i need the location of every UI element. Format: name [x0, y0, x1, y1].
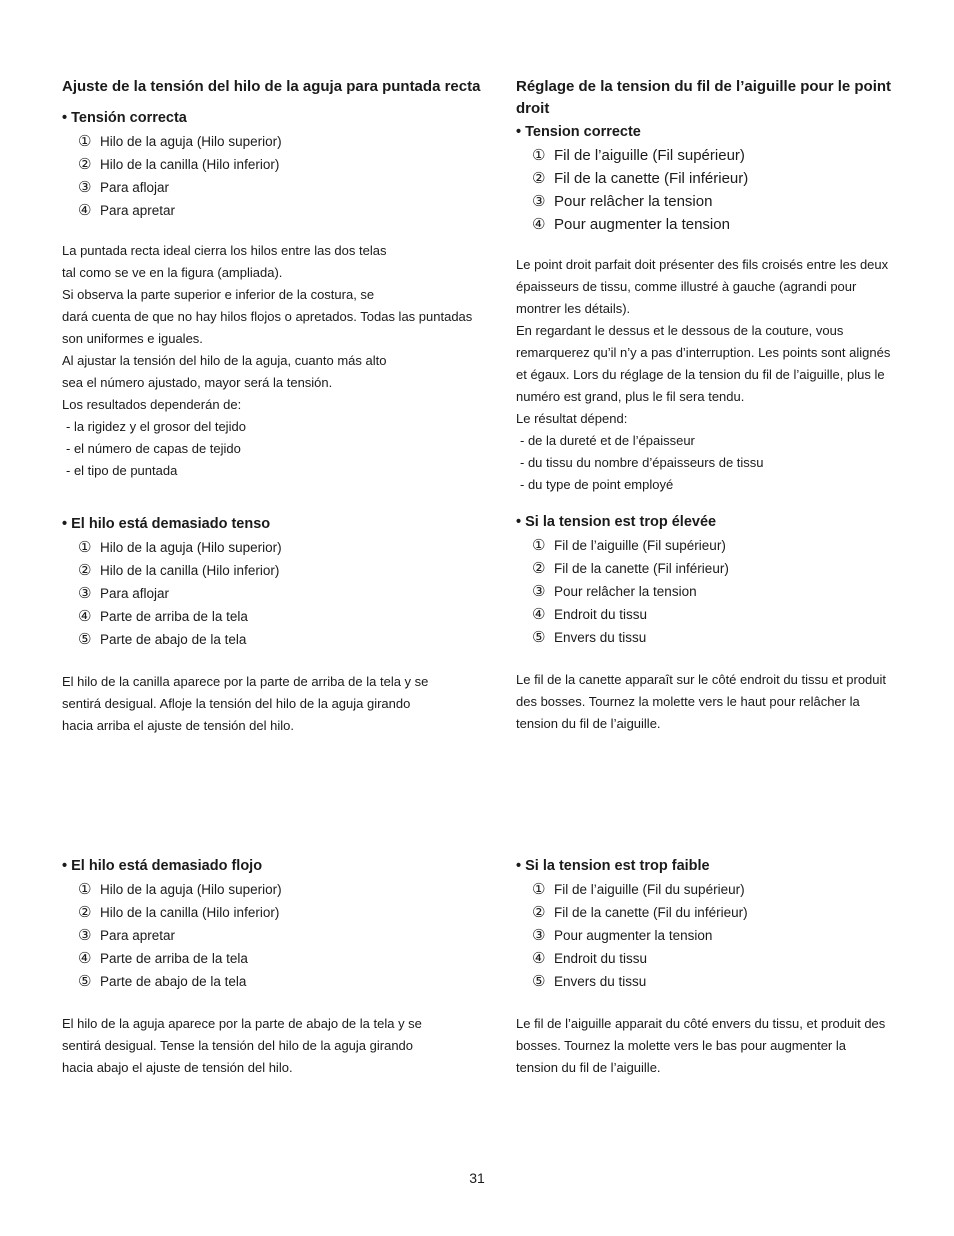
circled-number: ⑤ [78, 972, 92, 990]
paragraph-line: hacia abajo el ajuste de tensión del hilo. [62, 1060, 293, 1075]
circled-number: ② [78, 903, 92, 921]
list-item [532, 167, 914, 190]
paragraph-line: El hilo de la aguja aparece por la parte de abajo de la tela y se [62, 1016, 422, 1031]
list-item-text: Fil de l’aiguille (Fil du supérieur) [554, 882, 745, 897]
circled-number: ③ [532, 926, 546, 944]
list-item [78, 582, 502, 605]
list-item-text: Parte de arriba de la tela [100, 609, 248, 624]
paragraph-line: hacia arriba el ajuste de tensión del hilo. [62, 718, 294, 733]
list-item [78, 605, 502, 628]
paragraph-line: Le fil de la canette apparaît sur le côté endroit du tissu et produit [516, 672, 887, 687]
dash-item: - la rigidez y el grosor del tejido [66, 419, 246, 434]
circled-number: ③ [78, 178, 92, 196]
list-item [78, 199, 502, 222]
list-item [78, 176, 502, 199]
circled-number: ④ [78, 607, 92, 625]
circled-number: ① [78, 132, 92, 150]
circled-number: ② [532, 903, 546, 921]
list-item-text: Pour relâcher la tension [554, 193, 713, 210]
list-item-text: Pour augmenter la tension [554, 216, 730, 233]
spanish-tight-list [62, 536, 502, 651]
list-item-text: Envers du tissu [554, 630, 647, 645]
list-item-text: Hilo de la canilla (Hilo inferior) [100, 563, 280, 578]
circled-number: ④ [532, 605, 546, 623]
circled-number: ② [78, 561, 92, 579]
paragraph-line: remarquerez qu’il n’y a pas d’interruption. Les points sont alignés [516, 345, 891, 360]
list-item-text: Hilo de la aguja (Hilo superior) [100, 882, 282, 897]
circled-number: ① [78, 538, 92, 556]
list-item-text: Fil de la canette (Fil du inférieur) [554, 905, 748, 920]
list-item-text: Fil de la canette (Fil inférieur) [554, 561, 729, 576]
spanish-correct-section [62, 76, 502, 482]
spanish-loose-section [62, 856, 502, 1079]
french-correct-list [516, 144, 914, 236]
list-item [532, 213, 914, 236]
circled-number: ② [532, 169, 546, 187]
list-item [532, 901, 914, 924]
circled-number: ① [532, 536, 546, 554]
list-item [532, 924, 914, 947]
list-item-text: Fil de la canette (Fil inférieur) [554, 170, 749, 187]
paragraph-line: En regardant le dessus et le dessous de la couture, vous [516, 323, 844, 338]
french-loose-heading: • Si la tension est trop faible [516, 858, 710, 874]
spanish-tight-heading: • El hilo está demasiado tenso [62, 516, 271, 532]
spanish-loose-heading: • El hilo está demasiado flojo [62, 858, 263, 874]
circled-number: ① [532, 880, 546, 898]
list-item [532, 947, 914, 970]
list-item [532, 580, 914, 603]
french-title-line: Réglage de la tension du fil de l’aiguille pour le point [516, 78, 892, 95]
paragraph-line: et égaux. Lors du réglage de la tension du fil de l’aiguille, plus le [516, 367, 885, 382]
circled-number: ④ [532, 215, 546, 233]
circled-number: ⑤ [532, 972, 546, 990]
paragraph-line: Le fil de l’aiguille apparait du côté envers du tissu, et produit des [516, 1016, 886, 1031]
list-item [78, 947, 502, 970]
list-item-text: Fil de l’aiguille (Fil supérieur) [554, 147, 745, 164]
list-item-text: Parte de arriba de la tela [100, 951, 248, 966]
list-item-text: Para aflojar [100, 180, 170, 195]
paragraph-line: montrer les détails). [516, 301, 631, 316]
list-item [78, 536, 502, 559]
french-loose-section [516, 856, 914, 1079]
spanish-correct-heading: • Tensión correcta [62, 110, 187, 126]
paragraph-line: bosses. Tournez la molette vers le bas pour augmenter la [516, 1038, 846, 1053]
paragraph-line: Le résultat dépend: [516, 411, 628, 426]
spanish-correct-list [62, 130, 502, 222]
french-tight-list [516, 534, 914, 649]
paragraph-line: tal como se ve en la figura (ampliada). [62, 265, 283, 280]
french-correct-section [516, 76, 914, 496]
paragraph-line: La puntada recta ideal cierra los hilos entre las dos telas [62, 243, 387, 258]
paragraph-line: dará cuenta de que no hay hilos flojos o apretados. Todas las puntadas [62, 309, 473, 324]
list-item [78, 628, 502, 651]
circled-number: ④ [78, 949, 92, 967]
paragraph-line: épaisseurs de tissu, comme illustré à gauche (agrandi pour [516, 279, 857, 294]
circled-number: ② [78, 155, 92, 173]
circled-number: ④ [532, 949, 546, 967]
list-item [532, 190, 914, 213]
list-item-text: Para apretar [100, 203, 176, 218]
list-item-text: Envers du tissu [554, 974, 647, 989]
list-item [532, 970, 914, 993]
paragraph-line: Los resultados dependerán de: [62, 397, 242, 412]
circled-number: ⑤ [78, 630, 92, 648]
paragraph-line: son uniformes e iguales. [62, 331, 203, 346]
paragraph-line: El hilo de la canilla aparece por la parte de arriba de la tela y se [62, 674, 429, 689]
list-item [532, 626, 914, 649]
french-title [516, 76, 914, 120]
french-title-line: droit [516, 100, 550, 117]
list-item [78, 924, 502, 947]
list-item [78, 559, 502, 582]
paragraph-line: Al ajustar la tensión del hilo de la aguja, cuanto más alto [62, 353, 387, 368]
circled-number: ③ [78, 584, 92, 602]
dash-item: - el tipo de puntada [66, 463, 178, 478]
list-item-text: Para aflojar [100, 586, 170, 601]
dash-item: - el número de capas de tejido [66, 441, 241, 456]
list-item [78, 970, 502, 993]
list-item-text: Parte de abajo de la tela [100, 974, 247, 989]
list-item-text: Pour augmenter la tension [554, 928, 713, 943]
list-item [532, 144, 914, 167]
circled-number: ⑤ [532, 628, 546, 646]
list-item [78, 130, 502, 153]
list-item-text: Hilo de la canilla (Hilo inferior) [100, 157, 280, 172]
list-item [78, 901, 502, 924]
list-item [78, 153, 502, 176]
list-item-text: Para apretar [100, 928, 176, 943]
french-loose-list [516, 878, 914, 993]
french-tight-heading: • Si la tension est trop élevée [516, 514, 717, 530]
list-item-text: Parte de abajo de la tela [100, 632, 247, 647]
circled-number: ② [532, 559, 546, 577]
spanish-tight-section [62, 514, 502, 737]
paragraph-line: sea el número ajustado, mayor será la tensión. [62, 375, 333, 390]
list-item [532, 603, 914, 626]
spanish-title: Ajuste de la tensión del hilo de la aguja para puntada recta [62, 78, 481, 95]
spanish-loose-list [62, 878, 502, 993]
dash-item: - de la dureté et de l’épaisseur [520, 433, 695, 448]
list-item [532, 557, 914, 580]
paragraph-line: Si observa la parte superior e inferior de la costura, se [62, 287, 375, 302]
french-correct-heading: • Tension correcte [516, 124, 641, 140]
list-item-text: Hilo de la canilla (Hilo inferior) [100, 905, 280, 920]
circled-number: ③ [78, 926, 92, 944]
list-item [78, 878, 502, 901]
circled-number: ③ [532, 582, 546, 600]
list-item-text: Hilo de la aguja (Hilo superior) [100, 540, 282, 555]
list-item-text: Endroit du tissu [554, 951, 648, 966]
list-item-text: Endroit du tissu [554, 607, 648, 622]
paragraph-line: des bosses. Tournez la molette vers le haut pour relâcher la [516, 694, 860, 709]
dash-item: - du type de point employé [520, 477, 674, 492]
paragraph-line: sentirá desigual. Tense la tensión del hilo de la aguja girando [62, 1038, 414, 1053]
french-tight-section [516, 512, 914, 735]
circled-number: ① [78, 880, 92, 898]
circled-number: ④ [78, 201, 92, 219]
list-item-text: Hilo de la aguja (Hilo superior) [100, 134, 282, 149]
list-item-text: Pour relâcher la tension [554, 584, 697, 599]
paragraph-line: Le point droit parfait doit présenter des fils croisés entre les deux [516, 257, 889, 272]
paragraph-line: tension du fil de l’aiguille. [516, 716, 661, 731]
paragraph-line: tension du fil de l’aiguille. [516, 1060, 661, 1075]
paragraph-line: numéro est grand, plus le fil sera tendu. [516, 389, 745, 404]
list-item [532, 534, 914, 557]
paragraph-line: sentirá desigual. Afloje la tensión del hilo de la aguja girando [62, 696, 411, 711]
circled-number: ③ [532, 192, 546, 210]
list-item [532, 878, 914, 901]
circled-number: ① [532, 146, 546, 164]
page-number: 31 [469, 1170, 485, 1186]
list-item-text: Fil de l’aiguille (Fil supérieur) [554, 538, 726, 553]
dash-item: - du tissu du nombre d’épaisseurs de tissu [520, 455, 764, 470]
